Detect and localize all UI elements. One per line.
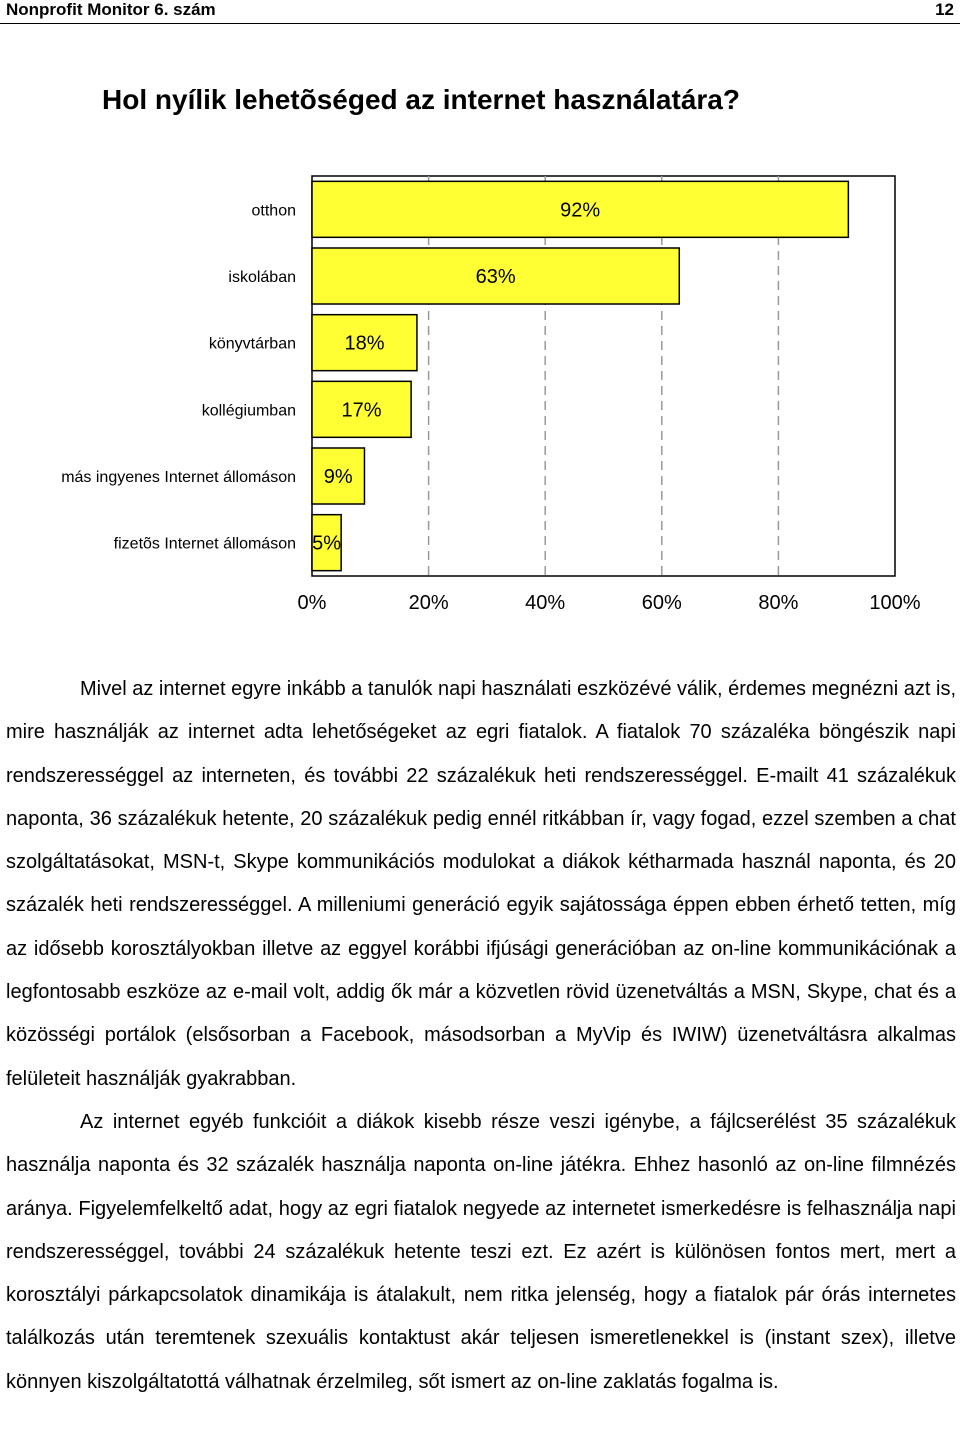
data-label: 18% [344,332,385,355]
category-label: otthon [251,202,296,220]
category-label: kollégiumban [201,402,296,420]
category-label: más ingyenes Internet állomáson [61,469,296,486]
data-label: 5% [312,532,342,555]
x-tick-label: 60% [641,592,682,614]
data-label: 17% [341,399,382,422]
category-label: fizetõs Internet állomáson [113,535,296,553]
x-tick-label: 100% [869,592,921,614]
chart-title-wrapper [0,84,960,116]
paragraph-1: Mivel az internet egyre inkább a tanulók napi használati eszközévé válik, érdemes megnézni azt is, mire használják az internet adta lehetőségeket az egri fiatalok. A fiatalok 70 százaléka böngészik napi rendszerességgel az interneten, és további 22 százalékuk heti rendszerességgel. E-mailt 41 százalékuk naponta, 36 százalékuk hetente, 20 százalékuk pedig ennél ritkábban ír, vagy fogad, ezzel szemben a chat szolgáltatásokat, MSN-t, Skype kommunikációs modulokat a diákok kétharmada használ naponta, és 20 százalék heti rendszerességgel. A milleniumi generáció egyik sajátossága éppen ebben érhető tetten, míg az idősebb korosztályokban illetve az eggyel korábbi ifjúsági generációban az on-line kommunikációnak a legfontosabb eszköze az e-mail volt, addig ők már a közvetlen rövid üzenetváltás a MSN, Skype, chat és a közösségi portálok (elsősorban a Facebook, másodsorban a MyVip és IWIW) üzenetváltásra alkalmas felületeit használják gyakrabban. [6,678,957,1090]
x-tick-label: 0% [297,592,327,614]
page-number: 12 [935,0,954,19]
body-text [6,668,956,1404]
x-tick-label: 40% [525,592,566,614]
category-label: iskolában [228,269,296,286]
publication-name: Nonprofit Monitor 6. szám [6,0,216,19]
x-tick-label: 20% [408,592,449,614]
data-label: 92% [560,199,601,222]
header-rule [0,23,960,24]
data-label: 9% [323,466,353,488]
category-label: könyvtárban [208,335,296,353]
page-header [0,0,960,24]
chart-title: Hol nyílik lehetõséged az internet használatára? [102,84,740,115]
paragraph-2: Az internet egyéb funkcióit a diákok kisebb része veszi igénybe, a fájlcserélést 35 százalékuk használja naponta és 32 százalék használja naponta on-line játékra. Ehhez hasonló az on-line filmnézés aránya. Figyelemfelkeltő adat, hogy az egri fiatalok negyede az internetet ismerkedésre is felhasználja napi rendszerességgel, további 24 százalékuk hetente teszi ezt. Ez azért is különösen fontos mert, mert a korosztályi párkapcsolatok dinamikája is átalakult, nem ritka jelenség, hogy a fiatalok pár órás internetes találkozás után teremtenek szexuális kontaktust akár teljesen ismeretlenekkel is (instant szex), illetve könnyen kiszolgáltatottá válhatnak érzelmileg, sőt ismert az on-line zaklatás fogalma is. [6,1110,956,1393]
x-tick-label: 80% [758,592,799,614]
bar-chart [0,160,960,630]
data-label: 63% [475,266,516,288]
